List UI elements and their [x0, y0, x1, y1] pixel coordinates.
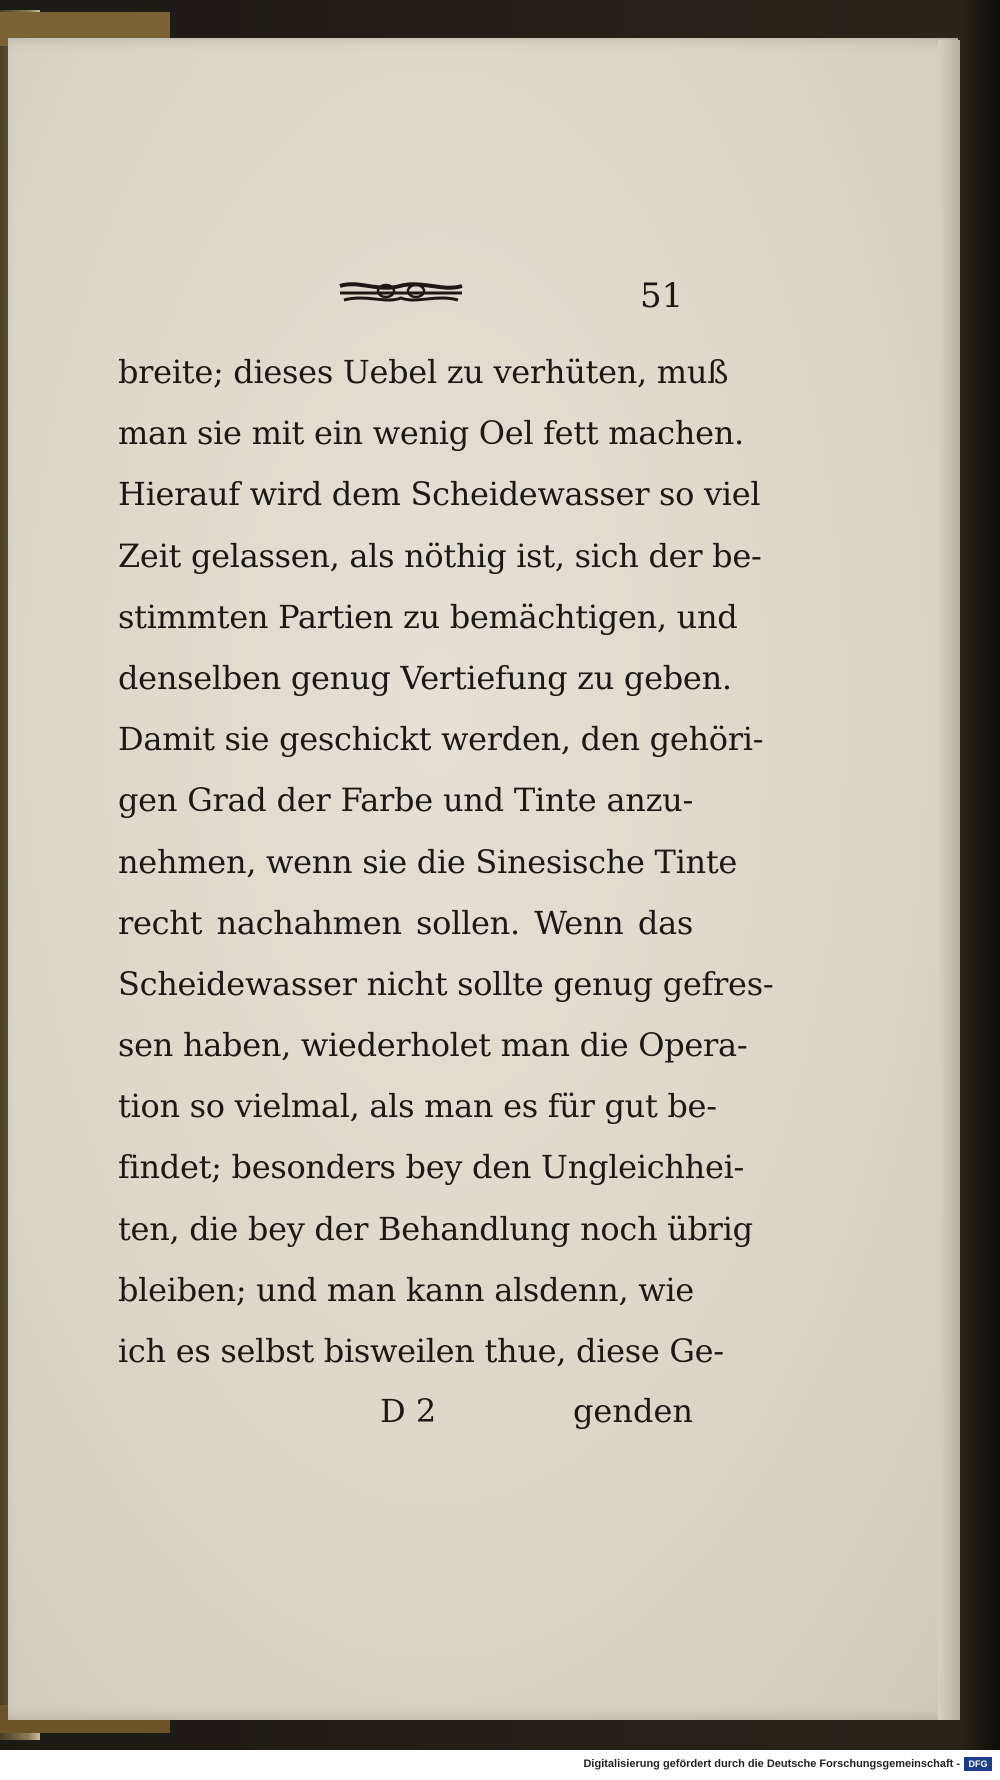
text-line: man sie mit ein wenig Oel fett machen.: [118, 414, 744, 453]
text-line: nehmen, wenn sie die Sinesische Tinte: [118, 842, 738, 881]
text-line: findet; besonders bey den Ungleichhei-: [118, 1148, 745, 1187]
text-line: denselben genug Vertiefung zu geben.: [118, 658, 732, 697]
signature-mark: D 2: [380, 1392, 437, 1430]
text-line: ten, die bey der Behandlung noch übrig: [118, 1209, 753, 1248]
dfg-logo: DFG: [964, 1757, 992, 1771]
page-edge: [938, 40, 960, 1720]
text-line: gen Grad der Farbe und Tinte anzu-: [118, 781, 693, 820]
text-line: recht nachahmen sollen. Wenn das: [118, 903, 693, 942]
body-text: [118, 342, 774, 1382]
text-line: sen haben, wiederholet man die Opera-: [118, 1026, 748, 1065]
text-line: Damit sie geschickt werden, den gehöri-: [118, 720, 764, 759]
catchword: genden: [572, 1392, 693, 1430]
text-line: bleiben; und man kann alsdenn, wie: [118, 1270, 694, 1309]
text-line: tion so vielmal, als man es für gut be-: [118, 1087, 717, 1126]
text-line: Hierauf wird dem Scheidewasser so viel: [118, 475, 761, 514]
text-line: ich es selbst bisweilen thue, diese Ge-: [118, 1332, 724, 1370]
text-line: stimmten Partien zu bemächtigen, und: [118, 597, 738, 636]
page-footer: [118, 1392, 693, 1442]
text-line: Scheidewasser nicht sollte genug gefres-: [118, 964, 774, 1003]
text-line: breite; dieses Uebel zu verhüten, muß: [118, 353, 729, 391]
decorative-flourish-icon: [338, 278, 464, 304]
page-number: 51: [640, 276, 684, 316]
funding-credit: Digitalisierung gefördert durch die Deutsche Forschungsgemeinschaft -: [583, 1758, 960, 1770]
text-line: Zeit gelassen, als nöthig ist, sich der be-: [118, 536, 762, 575]
